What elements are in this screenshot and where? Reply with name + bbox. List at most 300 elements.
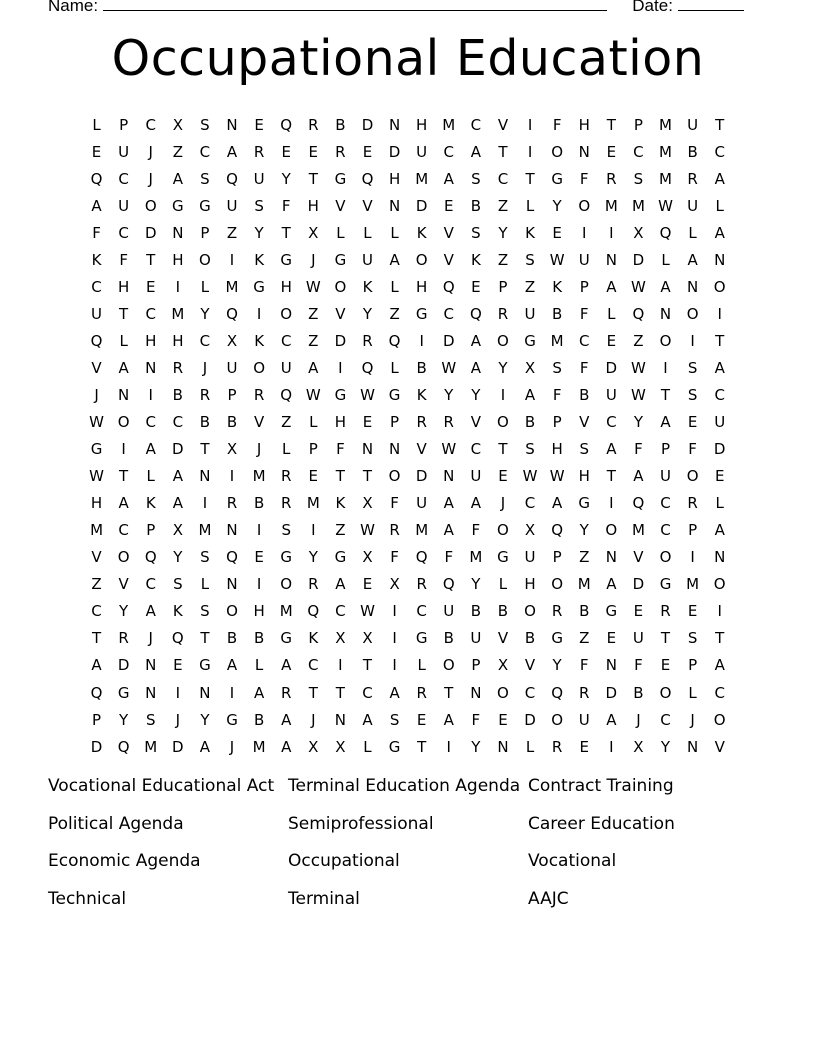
grid-letter: I: [202, 494, 208, 513]
grid-letter: W: [631, 358, 646, 377]
grid-letter: V: [579, 413, 590, 432]
grid-letter: G: [199, 656, 211, 675]
grid-letter: H: [145, 331, 157, 350]
grid-letter: A: [687, 250, 698, 269]
grid-letter: L: [309, 413, 318, 432]
grid-letter: B: [253, 710, 265, 729]
grid-letter: K: [416, 223, 427, 242]
grid-letter: I: [175, 277, 181, 296]
grid-letter: Y: [281, 169, 291, 188]
grid-letter: B: [633, 683, 644, 702]
grid-letter: I: [663, 358, 668, 377]
grid-letter: J: [256, 440, 262, 459]
grid-letter: U: [118, 142, 130, 161]
grid-letter: O: [280, 575, 293, 594]
grid-letter: Q: [442, 277, 455, 296]
grid-letter: M: [442, 115, 456, 134]
grid-letter: M: [469, 548, 483, 567]
grid-letter: R: [308, 115, 319, 134]
grid-letter: O: [226, 602, 238, 621]
grid-letter: I: [500, 385, 506, 404]
grid-letter: C: [145, 575, 156, 594]
grid-letter: O: [659, 683, 672, 702]
grid-letter: W: [522, 467, 538, 486]
grid-letter: U: [578, 250, 590, 269]
grid-letter: B: [497, 602, 509, 621]
grid-letter: U: [118, 196, 130, 215]
grid-letter: B: [226, 629, 238, 648]
grid-letter: L: [92, 115, 101, 134]
grid-letter: M: [90, 521, 104, 540]
grid-letter: G: [659, 575, 672, 594]
grid-letter: Z: [308, 331, 319, 350]
grid-letter: I: [392, 629, 397, 648]
grid-letter: T: [525, 169, 535, 188]
grid-letter: O: [686, 467, 699, 486]
grid-letter: H: [280, 277, 292, 296]
grid-letter: I: [527, 142, 533, 161]
word-list-item: Occupational: [288, 851, 400, 871]
grid-letter: M: [252, 467, 266, 486]
grid-letter: O: [551, 710, 564, 729]
grid-letter: M: [659, 169, 672, 188]
grid-letter: C: [714, 142, 725, 161]
grid-letter: X: [362, 548, 373, 567]
grid-letter: U: [714, 413, 726, 432]
grid-letter: L: [525, 737, 535, 756]
grid-letter: C: [633, 142, 644, 161]
grid-letter: U: [524, 548, 536, 567]
date-blank-line[interactable]: [678, 0, 744, 11]
grid-letter: P: [471, 656, 481, 675]
grid-letter: O: [578, 196, 591, 215]
grid-letter: I: [175, 683, 181, 702]
grid-letter: D: [172, 737, 184, 756]
grid-letter: X: [362, 494, 373, 513]
grid-letter: L: [390, 277, 399, 296]
grid-letter: H: [524, 575, 536, 594]
grid-letter: M: [631, 521, 645, 540]
grid-letter: Q: [226, 304, 238, 323]
grid-letter: N: [388, 115, 401, 134]
grid-letter: U: [91, 304, 103, 323]
grid-letter: G: [415, 304, 428, 323]
grid-letter: C: [118, 223, 129, 242]
grid-letter: T: [715, 115, 725, 134]
grid-letter: E: [308, 467, 319, 486]
grid-letter: G: [497, 548, 509, 567]
grid-letter: G: [334, 169, 347, 188]
grid-letter: G: [415, 629, 428, 648]
grid-letter: L: [661, 250, 670, 269]
word-list-item: Semiprofessional: [288, 813, 434, 834]
grid-letter: I: [717, 602, 722, 621]
grid-letter: N: [118, 385, 130, 404]
grid-letter: E: [633, 602, 644, 621]
grid-letter: P: [552, 548, 562, 567]
grid-letter: O: [659, 331, 672, 350]
grid-letter: T: [146, 250, 156, 269]
grid-letter: G: [524, 331, 536, 350]
grid-letter: Z: [308, 304, 319, 323]
grid-letter: S: [254, 196, 264, 215]
grid-letter: T: [335, 683, 345, 702]
grid-letter: A: [226, 142, 238, 161]
grid-letter: T: [444, 683, 454, 702]
grid-letter: U: [632, 629, 644, 648]
grid-letter: P: [688, 656, 698, 675]
grid-letter: L: [498, 575, 508, 594]
grid-letter: P: [308, 440, 318, 459]
grid-letter: N: [497, 737, 509, 756]
grid-letter: I: [229, 250, 235, 269]
grid-letter: L: [715, 494, 724, 513]
grid-letter: L: [282, 440, 291, 459]
grid-letter: M: [252, 737, 266, 756]
grid-letter: J: [311, 250, 316, 269]
grid-letter: N: [605, 548, 617, 567]
grid-letter: M: [631, 196, 645, 215]
grid-letter: K: [254, 250, 265, 269]
grid-letter: R: [660, 602, 671, 621]
grid-letter: A: [470, 358, 481, 377]
grid-letter: Z: [579, 548, 590, 567]
grid-letter: A: [172, 169, 183, 188]
grid-letter: D: [632, 575, 645, 594]
grid-letter: O: [442, 656, 455, 675]
grid-letter: D: [605, 358, 618, 377]
grid-letter: C: [362, 683, 373, 702]
grid-letter: W: [631, 277, 646, 296]
grid-letter: T: [498, 440, 508, 459]
grid-letter: K: [172, 602, 183, 621]
grid-letter: A: [606, 710, 617, 729]
grid-letter: X: [226, 440, 238, 459]
grid-letter: V: [91, 548, 102, 567]
grid-letter: S: [173, 575, 183, 594]
grid-letter: D: [361, 115, 374, 134]
grid-letter: J: [175, 710, 181, 729]
grid-letter: I: [148, 385, 153, 404]
grid-letter: G: [226, 710, 238, 729]
grid-letter: W: [549, 250, 565, 269]
grid-letter: Q: [90, 683, 103, 702]
grid-letter: A: [633, 467, 644, 486]
grid-letter: E: [471, 277, 481, 296]
grid-letter: P: [146, 521, 156, 540]
grid-letter: Y: [633, 413, 643, 432]
grid-letter: E: [606, 629, 617, 648]
grid-letter: G: [90, 440, 103, 459]
grid-letter: B: [524, 413, 536, 432]
date-label: Date:: [632, 0, 673, 15]
grid-letter: D: [415, 467, 428, 486]
grid-letter: B: [172, 385, 183, 404]
grid-letter: F: [634, 440, 643, 459]
grid-letter: C: [335, 602, 346, 621]
grid-letter: A: [470, 494, 481, 513]
grid-letter: T: [200, 629, 210, 648]
grid-letter: L: [336, 223, 345, 242]
grid-letter: H: [334, 413, 347, 432]
grid-letter: B: [226, 413, 238, 432]
grid-letter: Q: [90, 331, 103, 350]
grid-letter: A: [226, 656, 238, 675]
grid-letter: A: [145, 440, 156, 459]
grid-letter: S: [145, 710, 156, 729]
grid-letter: P: [552, 413, 562, 432]
grid-letter: V: [253, 413, 265, 432]
grid-letter: U: [524, 304, 536, 323]
grid-letter: P: [92, 710, 102, 729]
grid-letter: F: [119, 250, 128, 269]
grid-letter: E: [714, 467, 725, 486]
grid-letter: R: [579, 683, 590, 702]
grid-letter: A: [443, 710, 454, 729]
grid-letter: X: [633, 737, 644, 756]
grid-letter: N: [361, 440, 374, 459]
word-list-item: Career Education: [528, 813, 675, 834]
grid-letter: N: [388, 196, 401, 215]
grid-letter: B: [551, 304, 563, 323]
grid-letter: Y: [308, 548, 318, 567]
grid-letter: C: [470, 440, 482, 459]
grid-letter: B: [335, 115, 346, 134]
grid-letter: C: [443, 142, 454, 161]
grid-letter: A: [172, 467, 183, 486]
grid-letter: D: [713, 440, 726, 459]
grid-letter: Z: [497, 250, 509, 269]
name-blank-line[interactable]: [103, 0, 607, 11]
grid-letter: B: [470, 602, 481, 621]
grid-letter: E: [254, 548, 264, 567]
grid-letter: S: [633, 169, 644, 188]
grid-letter: S: [200, 548, 210, 567]
grid-letter: I: [690, 548, 695, 567]
grid-letter: V: [91, 358, 102, 377]
grid-letter: S: [687, 629, 698, 648]
grid-letter: D: [605, 683, 618, 702]
name-label: Name:: [48, 0, 99, 15]
grid-letter: S: [687, 385, 698, 404]
grid-letter: F: [579, 304, 589, 323]
grid-letter: S: [579, 440, 589, 459]
grid-letter: Y: [579, 521, 589, 540]
grid-letter: F: [336, 440, 345, 459]
grid-letter: A: [660, 277, 671, 296]
grid-letter: P: [688, 521, 698, 540]
grid-letter: S: [552, 358, 562, 377]
grid-letter: W: [89, 467, 104, 486]
grid-letter: N: [226, 575, 238, 594]
grid-letter: T: [660, 629, 671, 648]
grid-letter: A: [524, 385, 536, 404]
grid-letter: Q: [117, 737, 130, 756]
grid-letter: Y: [362, 304, 373, 323]
grid-letter: K: [254, 331, 265, 350]
grid-letter: L: [607, 304, 616, 323]
grid-letter: C: [714, 385, 725, 404]
grid-letter: F: [92, 223, 101, 242]
grid-letter: C: [660, 521, 671, 540]
grid-letter: P: [200, 223, 210, 242]
grid-letter: Z: [633, 331, 644, 350]
grid-letter: I: [690, 331, 695, 350]
grid-letter: Y: [254, 223, 264, 242]
grid-letter: V: [335, 196, 346, 215]
grid-letter: C: [660, 710, 671, 729]
grid-letter: O: [551, 142, 564, 161]
grid-letter: D: [442, 331, 455, 350]
grid-letter: U: [687, 196, 699, 215]
grid-letter: G: [280, 548, 293, 567]
grid-letter: E: [444, 196, 454, 215]
grid-letter: O: [334, 277, 347, 296]
grid-letter: I: [338, 358, 343, 377]
grid-letter: U: [470, 467, 482, 486]
grid-letter: U: [660, 467, 671, 486]
grid-letter: R: [253, 385, 265, 404]
grid-letter: K: [91, 250, 102, 269]
grid-letter: C: [172, 413, 184, 432]
grid-letter: F: [471, 521, 481, 540]
grid-letter: A: [714, 358, 725, 377]
grid-letter: C: [118, 521, 129, 540]
grid-letter: G: [199, 196, 211, 215]
grid-letter: R: [551, 737, 563, 756]
grid-letter: F: [471, 710, 481, 729]
grid-letter: H: [90, 494, 103, 513]
grid-letter: R: [551, 602, 563, 621]
grid-letter: A: [145, 602, 156, 621]
grid-letter: S: [525, 250, 535, 269]
grid-letter: M: [577, 575, 591, 594]
letter-grid: [83, 111, 733, 760]
grid-letter: Q: [469, 304, 482, 323]
grid-letter: C: [280, 331, 292, 350]
grid-letter: B: [416, 358, 427, 377]
grid-letter: R: [606, 169, 617, 188]
grid-letter: E: [552, 223, 562, 242]
grid-letter: X: [524, 358, 536, 377]
grid-letter: P: [579, 277, 589, 296]
grid-letter: Y: [119, 710, 129, 729]
grid-letter: A: [389, 683, 400, 702]
grid-letter: E: [416, 710, 427, 729]
grid-letter: B: [579, 602, 590, 621]
grid-letter: L: [417, 656, 426, 675]
grid-letter: Q: [415, 548, 428, 567]
grid-letter: S: [687, 358, 698, 377]
grid-letter: H: [253, 602, 265, 621]
grid-letter: R: [389, 521, 400, 540]
grid-letter: T: [308, 169, 318, 188]
grid-letter: N: [714, 548, 726, 567]
grid-letter: A: [172, 494, 183, 513]
grid-letter: P: [390, 413, 400, 432]
grid-letter: S: [281, 521, 291, 540]
grid-letter: F: [688, 440, 697, 459]
grid-letter: E: [145, 277, 156, 296]
grid-letter: Y: [498, 358, 508, 377]
grid-letter: Z: [579, 629, 590, 648]
grid-letter: K: [335, 494, 346, 513]
grid-letter: N: [443, 467, 455, 486]
grid-letter: C: [524, 683, 536, 702]
grid-letter: T: [362, 467, 373, 486]
grid-letter: J: [94, 385, 99, 404]
grid-letter: C: [199, 331, 211, 350]
grid-letter: I: [582, 223, 587, 242]
grid-letter: B: [443, 629, 454, 648]
grid-letter: L: [200, 277, 210, 296]
grid-letter: T: [91, 629, 102, 648]
grid-letter: A: [606, 575, 617, 594]
grid-letter: R: [280, 683, 292, 702]
grid-letter: C: [199, 142, 211, 161]
grid-letter: E: [362, 142, 373, 161]
grid-letter: E: [606, 142, 617, 161]
grid-letter: A: [470, 142, 481, 161]
grid-letter: Y: [471, 737, 481, 756]
grid-letter: E: [606, 331, 617, 350]
grid-letter: J: [148, 629, 153, 648]
grid-letter: S: [389, 710, 400, 729]
grid-letter: J: [636, 710, 641, 729]
header: [48, 0, 748, 16]
grid-letter: K: [362, 277, 373, 296]
grid-letter: R: [416, 413, 427, 432]
grid-letter: Y: [552, 656, 562, 675]
grid-letter: I: [717, 304, 722, 323]
grid-letter: L: [525, 196, 535, 215]
grid-letter: V: [497, 115, 509, 134]
grid-letter: O: [713, 277, 726, 296]
grid-letter: O: [659, 548, 672, 567]
grid-letter: K: [552, 277, 563, 296]
grid-letter: Y: [200, 710, 210, 729]
grid-letter: K: [525, 223, 535, 242]
grid-letter: H: [172, 250, 184, 269]
grid-letter: P: [119, 115, 129, 134]
grid-letter: M: [604, 196, 618, 215]
grid-letter: Y: [119, 602, 129, 621]
grid-letter: D: [632, 250, 645, 269]
grid-letter: G: [334, 548, 347, 567]
grid-letter: Q: [551, 521, 564, 540]
grid-letter: O: [551, 575, 564, 594]
word-list-item: Terminal: [288, 888, 360, 909]
grid-letter: Q: [361, 169, 374, 188]
grid-letter: Q: [280, 115, 293, 134]
grid-letter: T: [119, 304, 129, 323]
grid-letter: M: [171, 304, 185, 323]
grid-letter: I: [229, 467, 235, 486]
grid-letter: N: [388, 440, 401, 459]
grid-letter: H: [416, 115, 428, 134]
grid-letter: A: [281, 737, 292, 756]
grid-letter: O: [524, 602, 536, 621]
grid-letter: T: [660, 385, 671, 404]
grid-letter: Q: [90, 169, 103, 188]
grid-letter: C: [578, 331, 590, 350]
grid-letter: N: [714, 250, 726, 269]
grid-letter: I: [609, 737, 614, 756]
grid-letter: X: [172, 115, 183, 134]
grid-letter: A: [389, 250, 400, 269]
grid-letter: D: [334, 331, 347, 350]
grid-letter: L: [688, 223, 697, 242]
